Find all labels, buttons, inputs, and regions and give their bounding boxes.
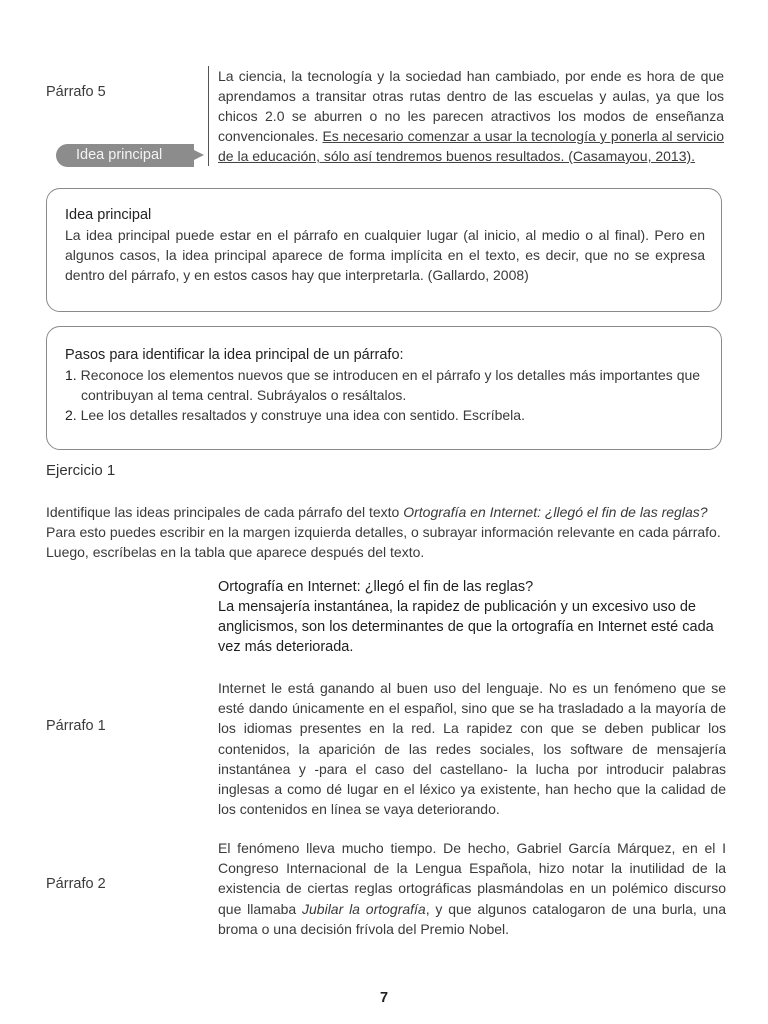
steps-box (46, 326, 722, 450)
instructions-post: Para esto puedes escribir en la margen izquierda detalles, o subrayar información relevante en cada párrafo. Luego, escríbelas en la tabla que aparece después del texto. (46, 524, 721, 560)
paragraph-2-label: Párrafo 2 (46, 876, 106, 892)
paragraph-5-plain-text: La ciencia, la tecnología y la sociedad han cambiado, por ende es hora de que aprendamos a transitar otras rutas dentro de las escuelas y aulas, ya que los chicos 2.0 se aburren o no les parecen atractivos los modos de enseñanza convencionales. (218, 68, 724, 144)
step-item (65, 365, 705, 405)
instructions-pre: Identifique las ideas principales de cada párrafo del texto (46, 504, 404, 520)
article-header (218, 577, 726, 657)
article-subtitle: La mensajería instantánea, la rapidez de publicación y un excesivo uso de anglicismos, son los determinantes de que la ortografía en Internet esté cada vez más deteriorada. (218, 599, 714, 655)
step-number: 1. (65, 367, 77, 383)
exercise-heading: Ejercicio 1 (46, 462, 116, 479)
main-idea-box-text: La idea principal puede estar en el párrafo en cualquier lugar (al inicio, al medio o al final). Pero en algunos casos, la idea principal aparece de forma implícita en el texto, es decir, que no se expresa dentro del párrafo, y en estos casos hay que interpretarla. (Gallardo, 2008) (65, 227, 705, 283)
page-number: 7 (379, 990, 389, 1006)
paragraph-2-text (218, 838, 726, 939)
step-text: Lee los detalles resaltados y construye una idea con sentido. Escríbela. (80, 407, 525, 423)
paragraph-5-underlined-text: Es necesario comenzar a usar la tecnología y ponerla al servicio de la educación, sólo así tendremos buenos resultados. (Casamayou, 2013). (218, 128, 724, 164)
paragraph-2-italic: Jubilar la ortografía (302, 900, 426, 917)
step-text: Reconoce los elementos nuevos que se introducen en el párrafo y los detalles más importantes que contribuyan al tema central. Subráyalos o resáltalos. (80, 367, 701, 403)
main-idea-badge: Idea principal (56, 144, 194, 167)
badge-arrow-icon (194, 150, 204, 160)
paragraph-5-text (218, 66, 724, 166)
exercise-instructions (46, 502, 724, 562)
paragraph-1-label: Párrafo 1 (46, 718, 106, 734)
step-number: 2. (65, 407, 77, 423)
article-title: Ortografía en Internet: ¿llegó el fin de las reglas? (218, 579, 534, 595)
paragraph-2-pre: El fenómeno lleva mucho tiempo. De hecho, Gabriel García Márquez, en el I Congreso Internacional de la Lengua Española, hizo notar la inutilidad de la existencia de ciertas reglas ortográficas plasmándolas en un polémico discurso que llamaba (218, 840, 726, 917)
steps-list (65, 365, 705, 425)
instructions-text-title: Ortografía en Internet: ¿llegó el fin de las reglas? (403, 504, 708, 520)
paragraph-2-post: , y que algunos catalogaron de una burla, una broma o una decisión frívola del Premio Nobel. (218, 900, 726, 937)
paragraph-divider-line (208, 66, 209, 166)
main-idea-box (46, 188, 722, 312)
step-item (65, 405, 705, 425)
steps-box-title: Pasos para identificar la idea principal de un párrafo: (65, 347, 404, 363)
main-idea-box-title: Idea principal (65, 207, 152, 223)
paragraph-1-text: Internet le está ganando al buen uso del lenguaje. No es un fenómeno que se esté dando únicamente en el español, sino que se ha trasladado a la mayoría de los idiomas presentes en la red. La rapidez con que se deben publicar los contenidos, la aparición de las redes sociales, los software de mensajería instantánea y -para el caso del castellano- la lucha por introducir palabras inglesas a como dé lugar en el léxico ya existente, han hecho que la calidad de los contenidos en línea se vaya deteriorando. (218, 680, 726, 818)
paragraph-5-label: Párrafo 5 (46, 84, 106, 100)
